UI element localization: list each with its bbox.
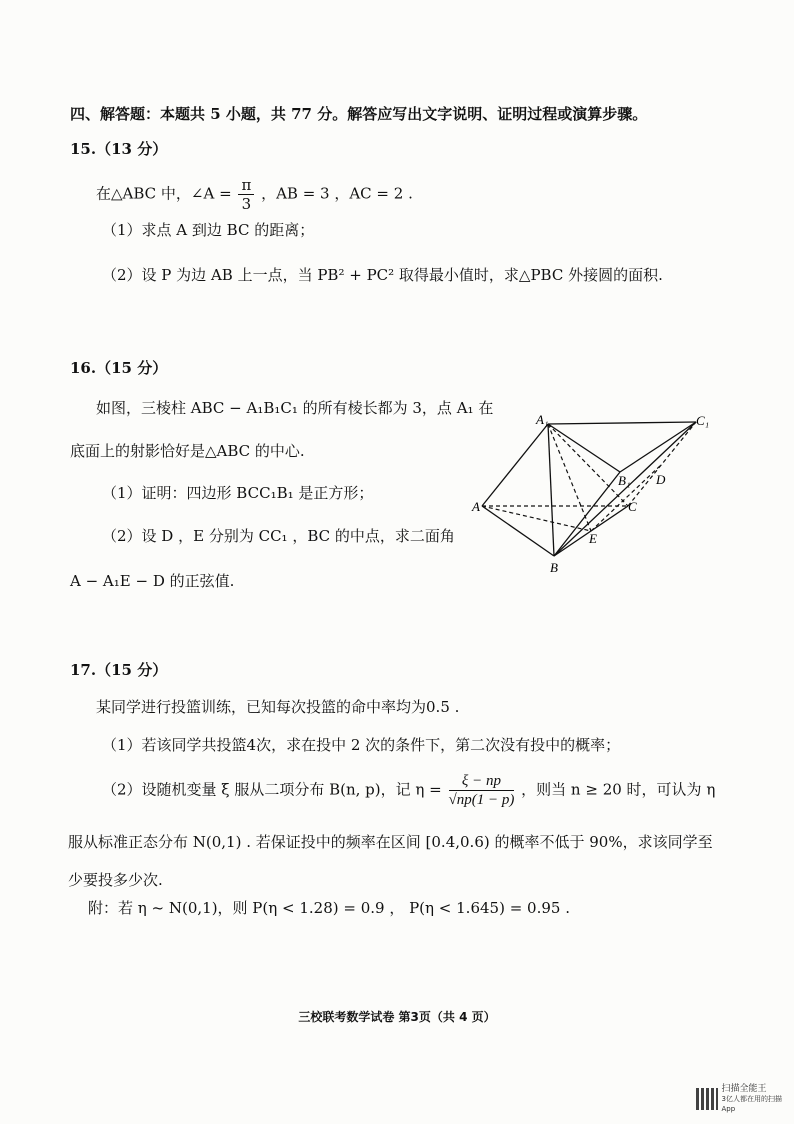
label-A: A xyxy=(472,499,480,514)
q15-stem-suffix: ，AB = 3 ，AC = 2 . xyxy=(261,184,413,203)
q16-stem-line2: 底面上的射影恰好是△ABC 的中心. xyxy=(70,442,305,460)
q16-number: 16.（15 分） xyxy=(70,359,168,377)
edge-A1-A xyxy=(482,424,548,506)
label-C1: C₁ xyxy=(696,413,710,428)
q17-stem: 某同学进行投篮训练，已知每次投篮的命中率均为0.5 . xyxy=(96,698,460,716)
q17-number: 17.（15 分） xyxy=(70,661,168,679)
label-B1: B₁ xyxy=(618,473,631,488)
q15-part2: （2）设 P 为边 AB 上一点，当 PB² + PC² 取得最小值时，求△PBC 外接圆的面积. xyxy=(102,266,663,284)
edge-C-C1 xyxy=(628,422,696,506)
q15-angle-den: 3 xyxy=(241,195,252,213)
edge-A-E xyxy=(482,506,591,531)
q17-eta-num: ξ − np xyxy=(449,772,515,791)
qr-code-icon xyxy=(696,1088,718,1110)
q15-stem-prefix: 在△ABC 中，∠A = xyxy=(96,184,232,203)
label-D: D xyxy=(656,472,666,487)
q17-part2-suffix: ，则当 n ≥ 20 时，可认为 η xyxy=(521,780,716,799)
q15-part1: （1）求点 A 到边 BC 的距离； xyxy=(102,221,315,239)
q17-appendix: 附：若 η ~ N(0,1)，则 P(η < 1.28) = 0.9 ， P(η < 1.645) = 0.95 . xyxy=(88,899,570,917)
q17-eta-den: √np(1 − p) xyxy=(448,792,515,808)
edge-A1-B xyxy=(548,424,554,556)
q15-number: 15.（13 分） xyxy=(70,140,168,158)
q17-part1: （1）若该同学共投篮4次，求在投中 2 次的条件下，第二次没有投中的概率； xyxy=(102,736,621,754)
q17-part2 xyxy=(102,772,715,809)
edge-A1-C1 xyxy=(548,422,696,424)
q17-eta-fraction xyxy=(449,772,515,809)
q16-part2-line1: （2）设 D ，E 分别为 CC₁ ，BC 的中点，求二面角 xyxy=(102,527,455,545)
q17-line2: 服从标准正态分布 N(0,1) . 若保证投中的频率在区间 [0.4,0.6) 的概率不低于 90%，求该同学至 xyxy=(68,833,713,851)
q15-angle-num: π xyxy=(238,176,254,195)
label-B: B xyxy=(550,560,558,575)
watermark-line1: 扫描全能王 xyxy=(721,1084,767,1094)
edge-A1-C xyxy=(548,424,631,506)
scanner-watermark xyxy=(696,1084,794,1114)
prism-figure xyxy=(470,410,720,580)
edge-B1-C1 xyxy=(620,422,696,472)
q17-part2-prefix: （2）设随机变量 ξ 服从二项分布 B(n, p)，记 η = xyxy=(102,780,442,799)
q16-part1: （1）证明：四边形 BCC₁B₁ 是正方形； xyxy=(102,484,374,502)
edge-A-B xyxy=(482,506,554,556)
edge-A1-B1 xyxy=(548,424,620,472)
q15-stem xyxy=(96,176,413,213)
watermark-line2: 3亿人都在用的扫描App xyxy=(721,1095,782,1113)
q15-angle-fraction xyxy=(238,176,254,213)
label-C: C xyxy=(628,499,637,514)
label-A1: A₁ xyxy=(536,412,549,427)
edge-A1-E xyxy=(548,424,591,531)
label-E: E xyxy=(589,531,597,546)
section-header: 四、解答题：本题共 5 小题，共 77 分。解答应写出文字说明、证明过程或演算步骤。 xyxy=(70,105,648,123)
q16-stem-line1: 如图，三棱柱 ABC − A₁B₁C₁ 的所有棱长都为 3，点 A₁ 在 xyxy=(96,399,494,417)
page-footer: 三校联考数学试卷 第3页（共 4 页） xyxy=(298,1010,496,1024)
edge-B-B1 xyxy=(554,472,620,556)
watermark-text xyxy=(722,1084,794,1114)
q16-part2-line2: A − A₁E − D 的正弦值. xyxy=(70,572,235,590)
q17-line3: 少要投多少次. xyxy=(68,871,163,889)
